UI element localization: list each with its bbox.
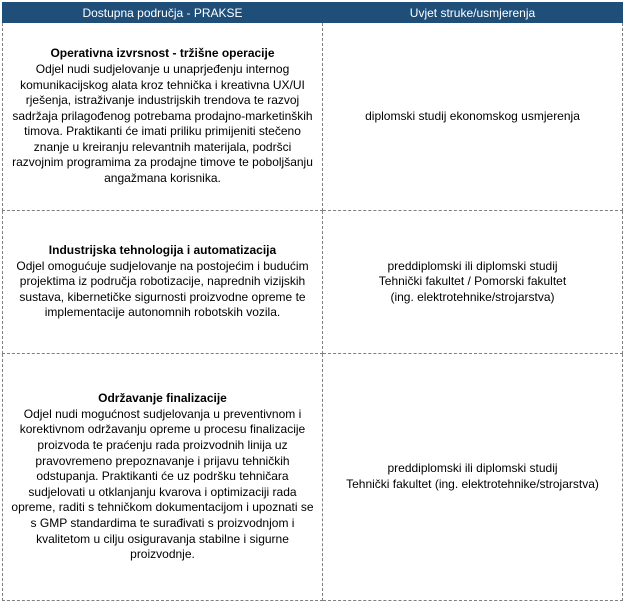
area-cell [3,23,323,211]
requirement-line: diplomski studij ekonomskog usmjerenja [365,108,580,123]
header-row [3,3,623,23]
header-requirement: Uvjet struke/usmjerenja [323,3,623,23]
internship-table [2,2,623,601]
requirement-line: preddiplomski ili diplomski studij [387,461,558,476]
area-title: Održavanje finalizacije [98,391,227,406]
requirement-line: preddiplomski ili diplomski studij [387,258,558,273]
table-row [3,211,623,354]
area-cell [3,211,323,354]
requirement-cell [323,211,623,354]
area-title: Operativna izvrsnost - tržišne operacije [50,46,275,61]
table-row [3,354,623,601]
header-areas: Dostupna područja - PRAKSE [3,3,323,23]
requirement-cell [323,354,623,601]
area-description: Odjel nudi sudjelovanje u unaprjeđenju internog komunikacijskog alata kroz tehnička i kreativna UX/UI rješenja, istraživanje industrijskih trendova te razvoj sadržaja prilagođenog potrebama prodajno-marketinških timova. Praktikanti će imati priliku primijeniti stečeno znanje u kreiranju relevantnih materijala, podršci razvojnim programima za prodajne timove te poboljšanju angažmana korisnika. [12,61,313,186]
area-description: Odjel omogućuje sudjelovanje na postojećim i budućim projektima iz područja robotizacije, naprednih vizijskih sustava, kibernetičke sigurnosti proizvodne opreme te implementacije autonomnih robotskih vozila. [16,258,309,320]
area-title: Industrijska tehnologija i automatizacija [48,243,277,258]
requirement-line: (ing. elektrotehnike/strojarstva) [390,289,555,304]
requirement-line: Tehnički fakultet (ing. elektrotehnike/strojarstva) [346,477,599,491]
area-description: Odjel nudi mogućnost sudjelovanja u preventivnom i korektivnom održavanju opreme u procesu finalizacije proizvoda te praćenju rada proizvodnih linija uz pravovremeno prepoznavanje i prijavu tehničkih odstupanja. Praktikanti će uz podršku tehničara sudjelovati u otklanjanju kvarova i optimizaciji rada opreme, raditi s tehničkom dokumentacijom i upoznati se s GMP standardima te surađivati s proizvodnjom i kvalitetom u cilju osiguravanja stabilne i sigurne proizvodnje. [11,406,314,562]
requirement-cell [323,23,623,211]
table-row [3,23,623,211]
requirement-line: Tehnički fakultet / Pomorski fakultet [378,274,567,289]
area-cell [3,354,323,601]
